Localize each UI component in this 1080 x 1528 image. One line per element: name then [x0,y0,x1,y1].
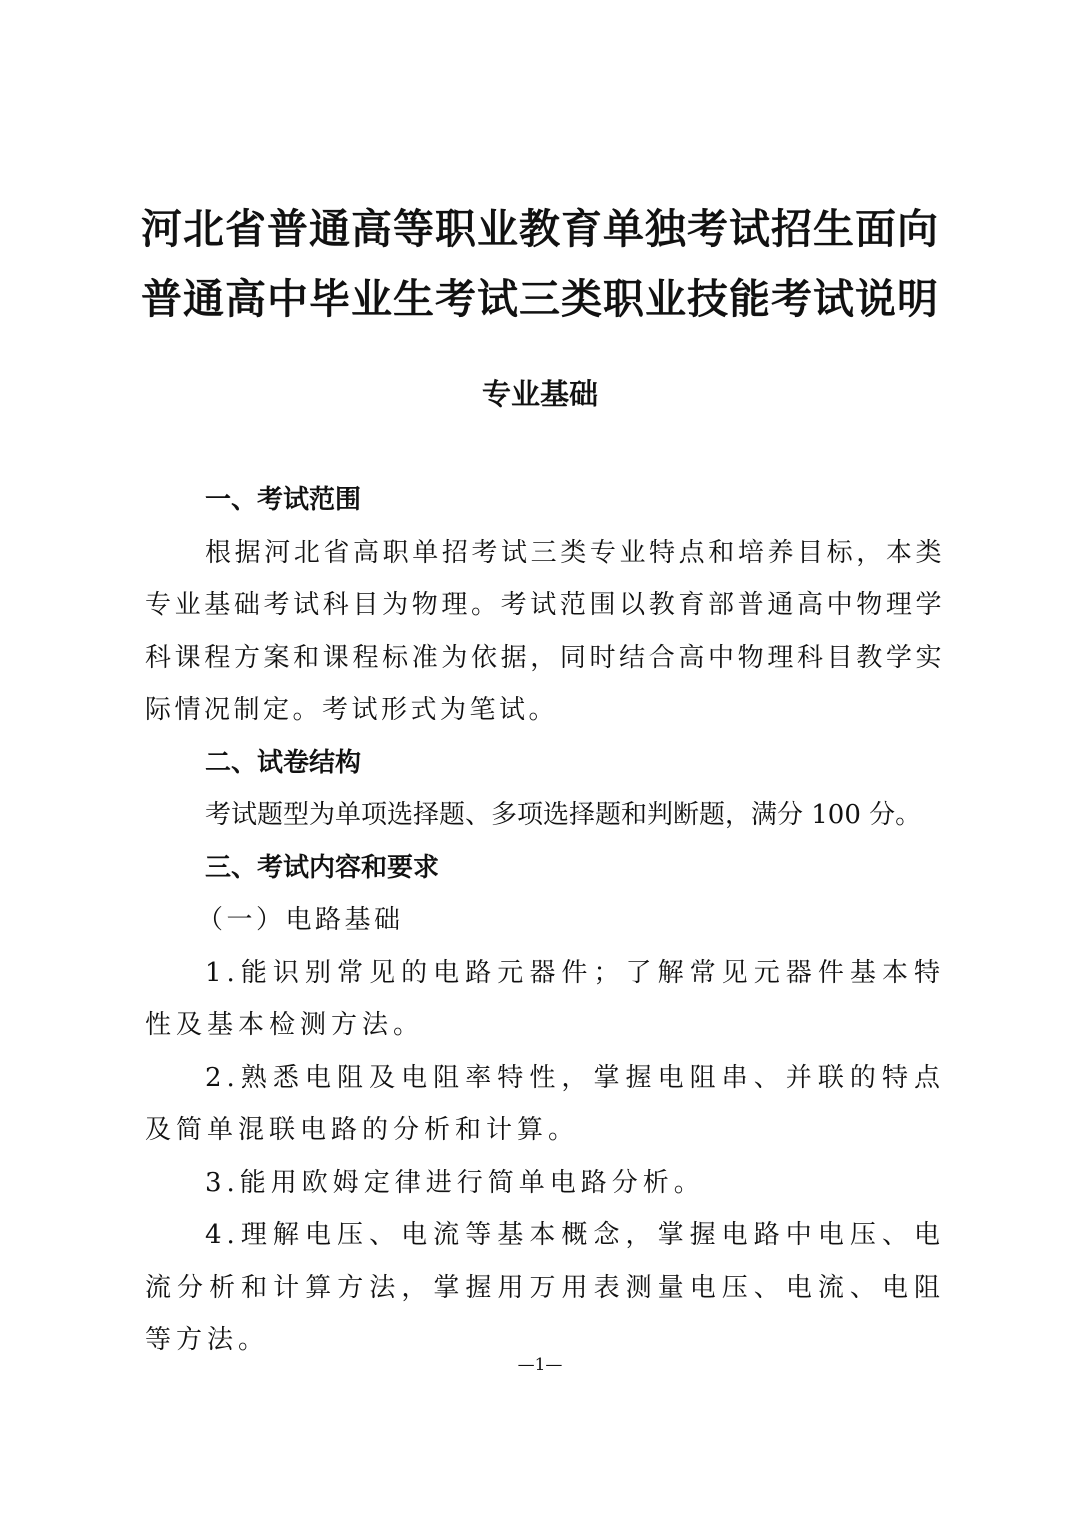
document-title-line-2: 普通高中毕业生考试三类职业技能考试说明 [141,275,939,323]
paragraph-exam-scope: 根据河北省高职单招考试三类专业特点和培养目标，本类专业基础考试科目为物理。考试范围以教育部普通高中物理学科课程方案和课程标准为依据，同时结合高中物理科目教学实际情况制定。考试形式为笔试。 [145,537,945,725]
section-heading-exam-content: 三、考试内容和要求 [205,852,440,883]
list-item-2: 2.熟悉电阻及电阻率特性，掌握电阻串、并联的特点及简单混联电路的分析和计算。 [145,1062,945,1145]
section-heading-exam-scope: 一、考试范围 [205,485,362,515]
list-item-1: 1.能识别常见的电路元器件；了解常见元器件基本特性及基本检测方法。 [145,957,945,1040]
document-body [145,474,945,1367]
subsection-heading-circuit-basics: （一）电路基础 [197,905,404,935]
document-subtitle: 专业基础 [481,377,598,411]
list-item-3: 3.能用欧姆定律进行简单电路分析。 [205,1167,705,1198]
list-item-4: 4.理解电压、电流等基本概念，掌握电路中电压、电流分析和计算方法，掌握用万用表测量电压、电流、电阻等方法。 [145,1220,945,1355]
paragraph-paper-structure: 考试题型为单项选择题、多项选择题和判断题，满分 100 分。 [205,800,922,830]
document-title-line-1: 河北省普通高等职业教育单独考试招生面向 [141,205,939,253]
page-number: —1— [517,1355,563,1375]
section-heading-paper-structure: 二、试卷结构 [205,747,362,778]
